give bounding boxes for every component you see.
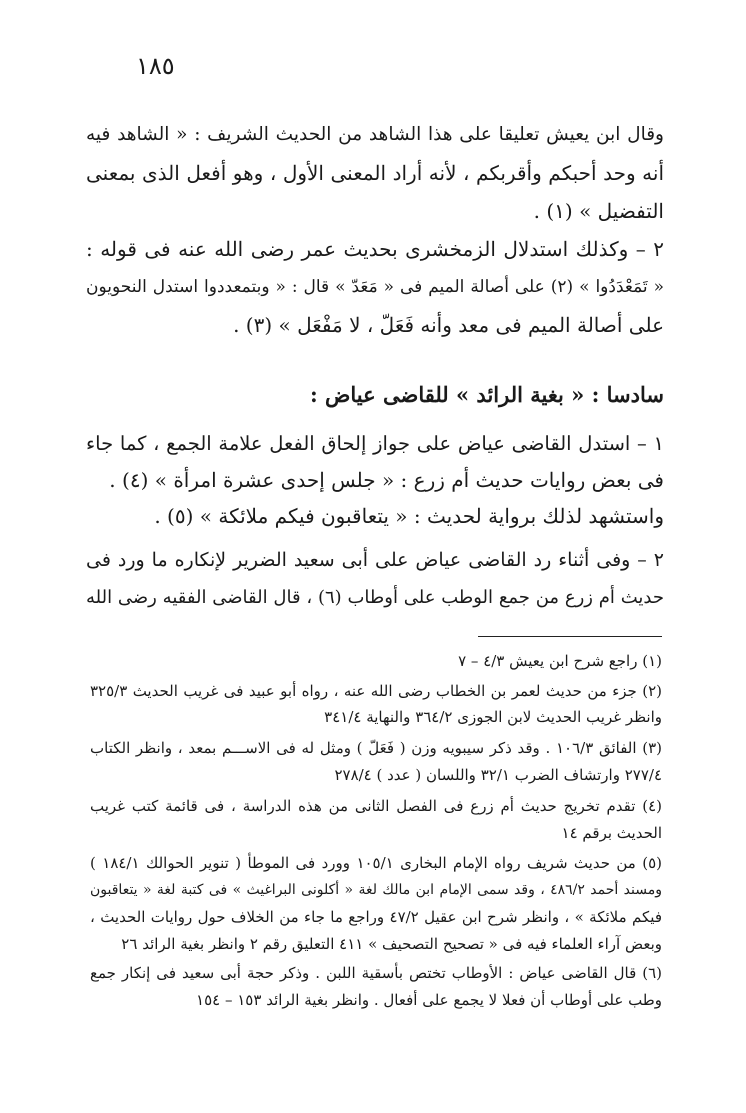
footnote-5: (٥) من حديث شريف رواه الإمام البخارى ١٠٥/١ وورد فى الموطأ ( تنوير الحوالك ١٨٤/١ ) (90, 854, 662, 872)
footnote-3-cont: ٢٧٧/٤ وارتشاف الضرب ٣٢/١ واللسان ( عدد ) ٢٧٨/٤ (334, 766, 662, 784)
body-line: فى بعض روايات حديث أم زرع : « جلس إحدى عشرة امرأة » (٤) . (109, 468, 664, 492)
page-number: ١٨٥ (136, 52, 175, 80)
body-line: التفضيل » (١) . (533, 199, 664, 223)
body-line: وقال ابن يعيش تعليقا على هذا الشاهد من الحديث الشريف : « الشاهد فيه (86, 124, 664, 145)
footnote-6: (٦) قال القاضى عياض : الأوطاب تختص بأسقية اللبن . وذكر حجة أبى سعيد فى إنكار جمع (90, 964, 662, 982)
footnote-2-cont: وانظر غريب الحديث لابن الجوزى ٣٦٤/٢ والنهاية ٣٤١/٤ (324, 708, 662, 726)
footnote-4: (٤) تقدم تخريج حديث أم زرع فى الفصل الثانى من هذه الدراسة ، فى قائمة كتب غريب (90, 797, 662, 815)
footnote-separator (478, 636, 662, 637)
body-line: أنه وحد أحبكم وأقربكم ، لأنه أراد المعنى الأول ، وهو أفعل الذى بمعنى (86, 161, 664, 185)
body-line: ٢ – وفى أثناء رد القاضى عياض على أبى سعيد الضرير لإنكاره ما ورد فى (86, 549, 664, 571)
body-line: على أصالة الميم فى معد وأنه فَعَلّ ، لا مَفْعَل » (٣) . (233, 313, 664, 337)
footnote-5-cont: فيكم ملائكة » ، وانظر شرح ابن عقيل ٤٧/٢ وراجع ما جاء من الخلاف حول روايات الحديث ، (90, 908, 662, 926)
body-line: حديث أم زرع من جمع الوطب على أوطاب (٦) ، قال القاضى الفقيه رضى الله (86, 587, 664, 608)
footnote-1: (١) راجع شرح ابن يعيش ٤/٣ – ٧ (458, 652, 662, 670)
footnote-3: (٣) الفائق ١٠٦/٣ . وقد ذكر سيبويه وزن ( فَعَلّ ) ومثل له فى الاســـم بمعد ، وانظر الكتاب (90, 739, 662, 757)
body-line: واستشهد لذلك برواية لحديث : « يتعاقبون فيكم ملائكة » (٥) . (154, 504, 664, 528)
section-heading: سادسا : « بغية الرائد » للقاضى عياض : (309, 382, 664, 407)
footnote-6-cont: وطب على أوطاب أن فعلا لا يجمع على أفعال . وانظر بغية الرائد ١٥٣ – ١٥٤ (196, 991, 662, 1009)
body-line: ١ – استدل القاضى عياض على جواز إلحاق الفعل علامة الجمع ، كما جاء (86, 432, 664, 455)
body-line: ٢ – وكذلك استدلال الزمخشرى بحديث عمر رضى الله عنه فى قوله : (86, 237, 664, 261)
footnote-5-cont: وبعض آراء العلماء فيه فى « تصحيح التصحيف » ٤١١ التعليق رقم ٢ وانظر بغية الرائد ٢٦ (121, 935, 662, 953)
body-line: « تَمَعْدَدُوا » (٢) على أصالة الميم فى « مَعَدّ » قال : « وبتمعددوا استدل النحويون (86, 277, 664, 297)
footnote-4-cont: الحديث برقم ١٤ (561, 824, 662, 842)
footnote-5-cont: ومسند أحمد ٤٨٦/٢ ، وقد سمى الإمام ابن مالك لغة « أكلونى البراغيث » فى كتبة لغة « يتعاقبون (90, 882, 662, 898)
footnote-2: (٢) جزء من حديث لعمر بن الخطاب رضى الله عنه ، رواه أبو عبيد فى غريب الحديث ٣٢٥/٣ (90, 682, 662, 700)
